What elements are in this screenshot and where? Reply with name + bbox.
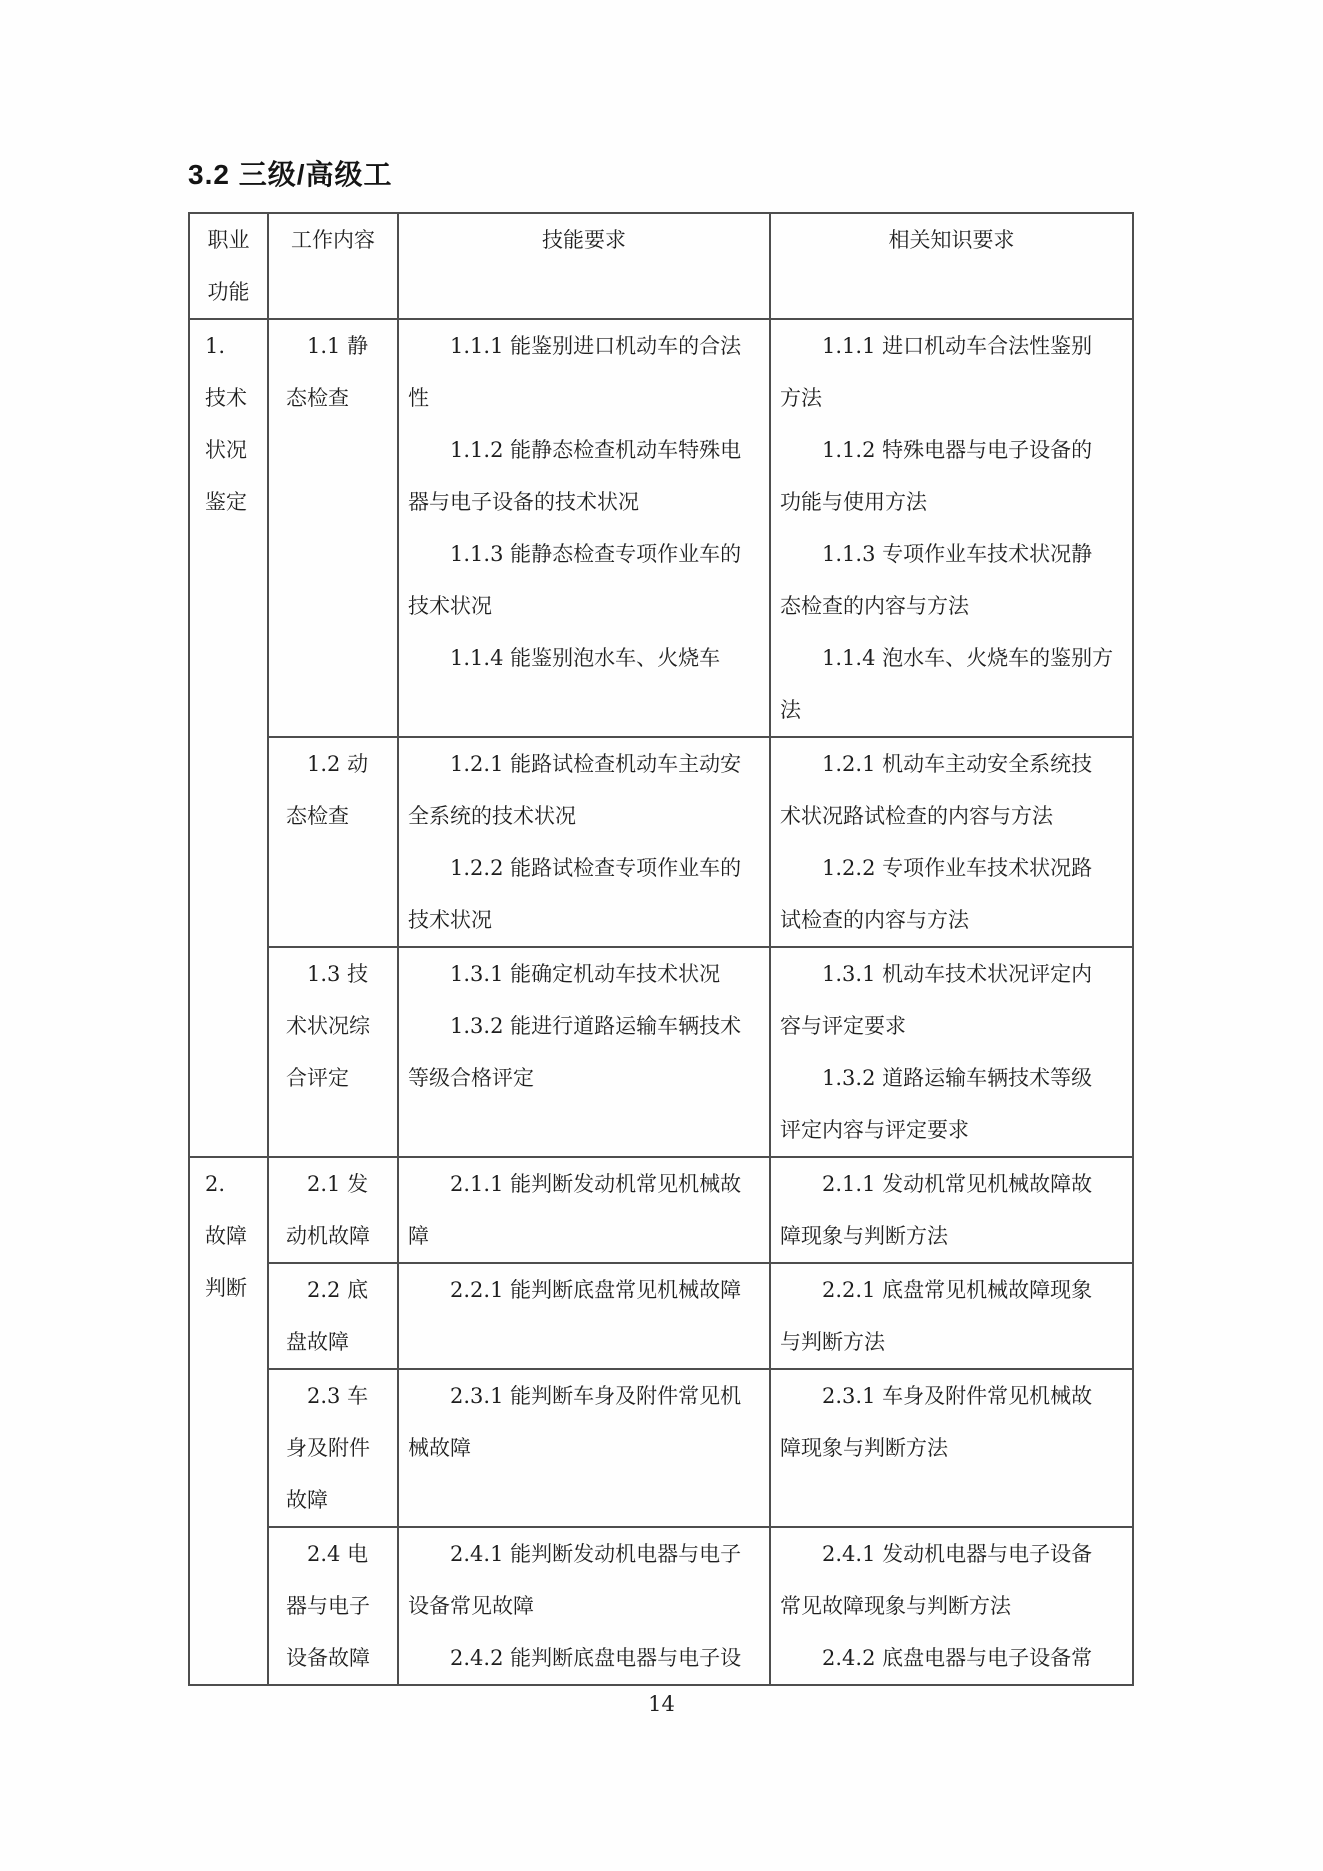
table-header — [189, 213, 1133, 319]
skill-requirement-line: 1.1.4 能鉴别泡水车、火烧车 — [450, 646, 721, 670]
knowledge-requirement-cell — [770, 1157, 1133, 1263]
skill-requirement-line: 2.4.2 能判断底盘电器与电子设 — [450, 1646, 742, 1670]
work-content-line: 故障 — [286, 1488, 328, 1512]
skill-requirement-line: 1.2.1 能路试检查机动车主动安 — [450, 752, 742, 776]
function-line: 2. — [205, 1172, 226, 1196]
skill-requirement-line: 2.3.1 能判断车身及附件常见机 — [450, 1384, 742, 1408]
skill-requirement-line: 等级合格评定 — [408, 1066, 534, 1090]
skill-requirement-cell — [398, 1263, 770, 1369]
skill-requirement-line: 设备常见故障 — [408, 1594, 534, 1618]
knowledge-requirement-line: 2.2.1 底盘常见机械故障现象 — [822, 1278, 1093, 1302]
knowledge-requirement-line: 试检查的内容与方法 — [780, 908, 969, 932]
header-cell-skill — [398, 213, 770, 319]
skill-requirement-line: 全系统的技术状况 — [408, 804, 576, 828]
knowledge-requirement-line: 方法 — [780, 386, 822, 410]
knowledge-requirement-line: 2.3.1 车身及附件常见机械故 — [822, 1384, 1093, 1408]
knowledge-requirement-line: 障现象与判断方法 — [780, 1436, 948, 1460]
skill-requirement-cell — [398, 1157, 770, 1263]
knowledge-requirement-line: 法 — [780, 698, 801, 722]
skill-requirement-line: 1.3.1 能确定机动车技术状况 — [450, 962, 721, 986]
header-row — [189, 213, 1133, 319]
knowledge-requirement-line: 1.1.3 专项作业车技术状况静 — [822, 542, 1093, 566]
knowledge-requirement-cell — [770, 319, 1133, 737]
function-cell — [189, 1157, 268, 1685]
knowledge-requirement-line: 1.1.4 泡水车、火烧车的鉴别方 — [822, 646, 1114, 670]
work-content-line: 设备故障 — [286, 1646, 370, 1670]
skill-requirement-line: 1.2.2 能路试检查专项作业车的 — [450, 856, 742, 880]
knowledge-requirement-line: 1.3.1 机动车技术状况评定内 — [822, 962, 1093, 986]
work-content-line: 1.2 动 — [307, 752, 369, 776]
work-content-line: 2.2 底 — [307, 1278, 369, 1302]
skill-requirement-line: 障 — [408, 1224, 429, 1248]
work-content-line: 动机故障 — [286, 1224, 370, 1248]
header-label-function-line: 职业 — [207, 228, 250, 252]
skill-requirement-cell — [398, 737, 770, 947]
skill-requirement-line: 2.1.1 能判断发动机常见机械故 — [450, 1172, 742, 1196]
knowledge-requirement-line: 1.2.1 机动车主动安全系统技 — [822, 752, 1093, 776]
skill-requirement-line: 1.1.2 能静态检查机动车特殊电 — [450, 438, 742, 462]
work-content-cell — [268, 1157, 398, 1263]
header-cell-knowledge — [770, 213, 1133, 319]
knowledge-requirement-line: 1.2.2 专项作业车技术状况路 — [822, 856, 1093, 880]
work-content-cell — [268, 319, 398, 737]
knowledge-requirement-line: 态检查的内容与方法 — [780, 594, 969, 618]
skill-requirement-cell — [398, 319, 770, 737]
skill-requirement-line: 械故障 — [408, 1436, 471, 1460]
function-line: 状况 — [205, 438, 247, 462]
knowledge-requirement-cell — [770, 1263, 1133, 1369]
skill-requirement-line: 2.2.1 能判断底盘常见机械故障 — [450, 1278, 742, 1302]
work-content-cell — [268, 1263, 398, 1369]
work-content-line: 2.1 发 — [307, 1172, 369, 1196]
work-content-cell — [268, 1369, 398, 1527]
function-cell — [189, 319, 268, 1157]
skill-requirement-line: 1.1.3 能静态检查专项作业车的 — [450, 542, 742, 566]
work-content-line: 器与电子 — [286, 1594, 370, 1618]
work-content-line: 1.1 静 — [307, 334, 369, 358]
knowledge-requirement-line: 常见故障现象与判断方法 — [780, 1594, 1011, 1618]
function-line: 判断 — [205, 1276, 247, 1300]
knowledge-requirement-line: 容与评定要求 — [780, 1014, 906, 1038]
skill-requirement-line: 1.1.1 能鉴别进口机动车的合法 — [450, 334, 742, 358]
skill-requirement-line: 2.4.1 能判断发动机电器与电子 — [450, 1542, 742, 1566]
section-heading: 3.2 三级/高级工 — [188, 159, 393, 190]
skill-requirement-line: 技术状况 — [408, 594, 492, 618]
function-line: 技术 — [205, 386, 247, 410]
knowledge-requirement-line: 2.4.1 发动机电器与电子设备 — [822, 1542, 1093, 1566]
work-content-line: 2.3 车 — [307, 1384, 369, 1408]
knowledge-requirement-line: 与判断方法 — [780, 1330, 885, 1354]
header-label-function-line: 功能 — [207, 280, 250, 304]
table-row — [189, 737, 1133, 947]
skill-requirement-cell — [398, 1527, 770, 1685]
knowledge-requirement-cell — [770, 1527, 1133, 1685]
function-line: 故障 — [205, 1224, 247, 1248]
work-content-line: 态检查 — [286, 804, 349, 828]
knowledge-requirement-line: 1.3.2 道路运输车辆技术等级 — [822, 1066, 1093, 1090]
skill-requirement-line: 性 — [408, 386, 429, 410]
work-content-line: 2.4 电 — [307, 1542, 369, 1566]
skill-requirement-line: 器与电子设备的技术状况 — [408, 490, 639, 514]
function-line: 鉴定 — [205, 490, 247, 514]
knowledge-requirement-line: 评定内容与评定要求 — [780, 1118, 969, 1142]
table-row — [189, 947, 1133, 1157]
knowledge-requirement-cell — [770, 1369, 1133, 1527]
header-label-work: 工作内容 — [291, 228, 375, 252]
knowledge-requirement-line: 2.4.2 底盘电器与电子设备常 — [822, 1646, 1093, 1670]
work-content-line: 1.3 技 — [307, 962, 369, 986]
header-cell-function — [189, 213, 268, 319]
skill-requirement-line: 技术状况 — [408, 908, 492, 932]
knowledge-requirement-line: 障现象与判断方法 — [780, 1224, 948, 1248]
table-row — [189, 1157, 1133, 1263]
requirements-table — [188, 212, 1134, 1686]
knowledge-requirement-line: 1.1.2 特殊电器与电子设备的 — [822, 438, 1093, 462]
skill-requirement-cell — [398, 1369, 770, 1527]
header-label-knowledge: 相关知识要求 — [888, 228, 1015, 252]
table-row — [189, 319, 1133, 737]
work-content-line: 身及附件 — [286, 1436, 370, 1460]
knowledge-requirement-line: 术状况路试检查的内容与方法 — [780, 804, 1053, 828]
work-content-line: 术状况综 — [286, 1014, 370, 1038]
knowledge-requirement-cell — [770, 947, 1133, 1157]
table-row — [189, 1369, 1133, 1527]
function-line: 1. — [205, 334, 226, 358]
work-content-line: 态检查 — [286, 386, 349, 410]
knowledge-requirement-cell — [770, 737, 1133, 947]
skill-requirement-line: 1.3.2 能进行道路运输车辆技术 — [450, 1014, 742, 1038]
knowledge-requirement-line: 功能与使用方法 — [780, 490, 927, 514]
work-content-cell — [268, 947, 398, 1157]
table-body — [189, 319, 1133, 1685]
page-number: 14 — [648, 1692, 675, 1716]
table-row — [189, 1263, 1133, 1369]
skill-requirement-cell — [398, 947, 770, 1157]
knowledge-requirement-line: 2.1.1 发动机常见机械故障故 — [822, 1172, 1093, 1196]
work-content-line: 盘故障 — [286, 1330, 349, 1354]
header-label-skill: 技能要求 — [542, 228, 626, 252]
work-content-cell — [268, 1527, 398, 1685]
header-cell-work — [268, 213, 398, 319]
work-content-cell — [268, 737, 398, 947]
table-row — [189, 1527, 1133, 1685]
work-content-line: 合评定 — [286, 1066, 349, 1090]
knowledge-requirement-line: 1.1.1 进口机动车合法性鉴别 — [822, 334, 1093, 358]
